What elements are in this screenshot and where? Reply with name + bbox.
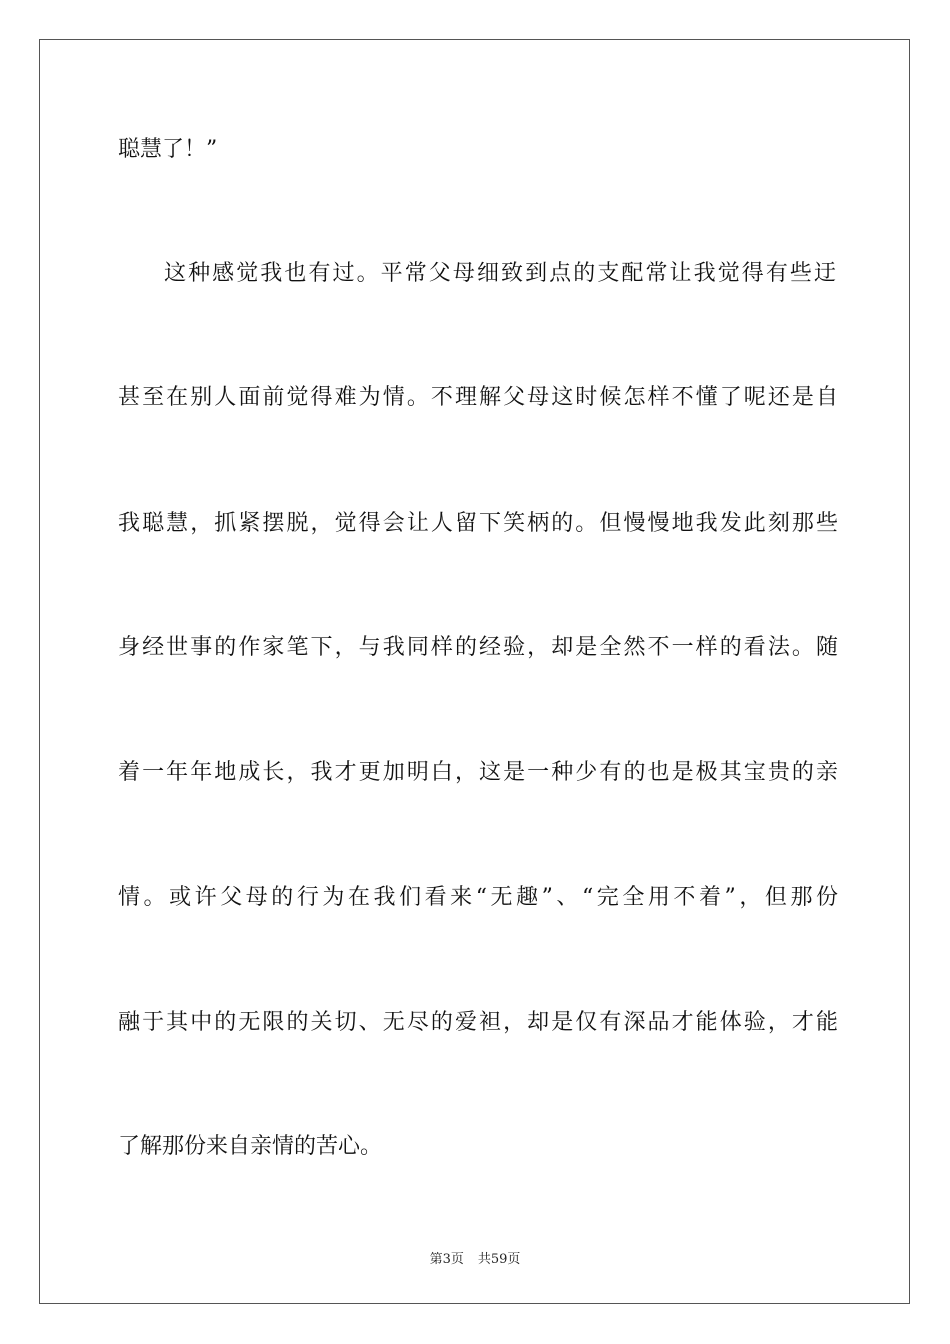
text-line-6: 着一年年地成长，我才更加明白，这是一种少有的也是极其宝贵的亲 xyxy=(118,760,838,785)
text-line-1: 聪慧了！” xyxy=(118,137,218,162)
text-line-3: 甚至在别人面前觉得难为情。不理解父母这时候怎样不懂了呢还是自 xyxy=(118,385,838,410)
text-line-9: 了解那份来自亲情的苦心。 xyxy=(118,1134,383,1159)
text-line-8: 融于其中的无限的关切、无尽的爱袒，却是仅有深品才能体验，才能 xyxy=(118,1010,838,1035)
page-total: 共59页 xyxy=(477,1252,521,1267)
text-line-7: 情。或许父母的行为在我们看来“无趣”、“完全用不着”，但那份 xyxy=(118,885,838,910)
text-line-2: 这种感觉我也有过。平常父母细致到点的支配常让我觉得有些迂 xyxy=(164,261,836,286)
page-footer xyxy=(0,1248,950,1267)
text-line-4: 我聪慧，抓紧摆脱，觉得会让人留下笑柄的。但慢慢地我发此刻那些 xyxy=(118,511,838,536)
text-line-5: 身经世事的作家笔下，与我同样的经验，却是全然不一样的看法。随 xyxy=(118,635,838,660)
page-border xyxy=(39,39,910,1304)
page-number: 第3页 xyxy=(429,1252,464,1267)
